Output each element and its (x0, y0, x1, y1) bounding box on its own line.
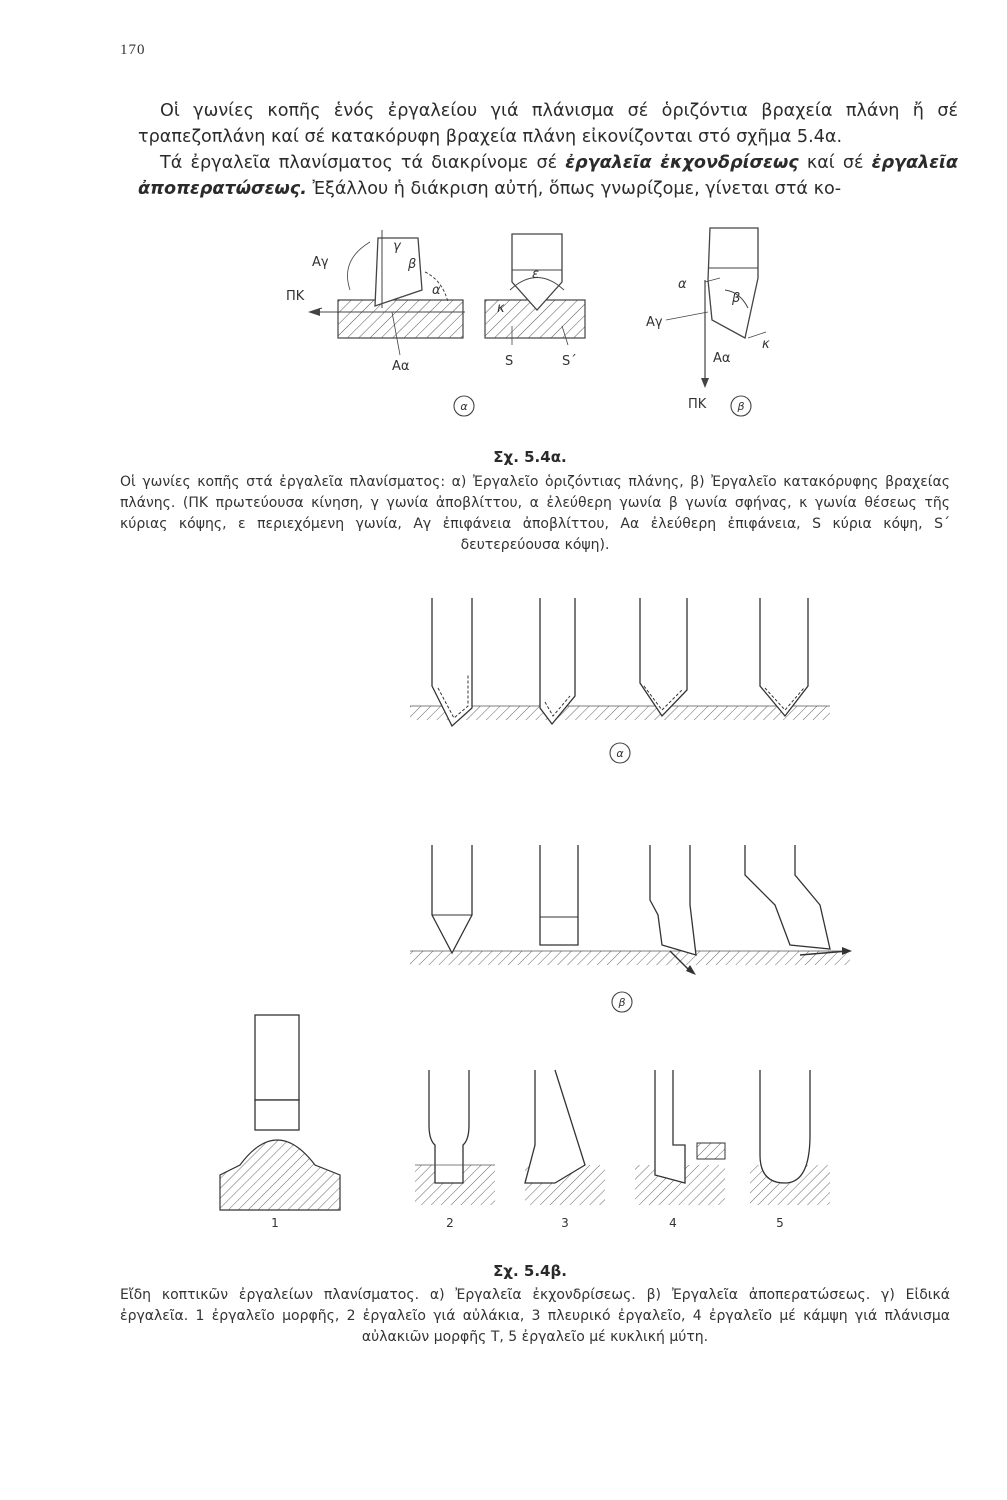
tool-number-5: 5 (776, 1216, 784, 1230)
group-b-label: β (618, 996, 626, 1009)
figure-5-4a-caption: Οἱ γωνίες κοπῆς στά ἐργαλεῖα πλανίσματος: α) Ἐργαλεῖο ὁριζόντιας πλάνης, β) Ἐργαλεῖο κατακόρυφης βραχείας πλάνης. (ΠΚ πρωτεύουσα κίνηση, γ γωνία ἀποβλίττου, α ἐλεύθερη γωνία β γωνία σφήνας, κ γωνία θέσεως τῆς κύριας κόψης, ε περιεχόμενη γωνία, Αγ ἐπιφάνεια ἀποβλίττου, Αα ἐλεύθερη ἐπιφάνεια, S κύρια κόψη, S΄ δευτερεύουσα κόψη). (120, 474, 950, 553)
finishing-tool-1 (432, 845, 472, 953)
paragraph-2-end: Ἐξάλλου ἡ διάκριση αὐτή, ὅπως γνωρίζομε, γίνεται στά κο- (306, 179, 842, 199)
label-kappa-right: κ (762, 337, 770, 352)
horizontal-planer-tool (286, 230, 465, 374)
group-a-label: α (616, 747, 624, 760)
label-epsilon: ε (532, 267, 540, 282)
label-beta-right: β (732, 291, 741, 306)
finishing-tool-3 (650, 845, 696, 955)
label-s-prime: S΄ (562, 354, 577, 369)
paragraph-2-mid: καί σέ (798, 153, 872, 173)
tool-number-2: 2 (446, 1216, 454, 1230)
label-beta-left: β (408, 257, 417, 272)
finishing-tool-4 (745, 845, 830, 949)
body-text (138, 98, 958, 202)
label-alpha-right: α (678, 277, 687, 292)
label-kappa: κ (497, 301, 505, 316)
roughing-tool-4 (760, 598, 808, 716)
term-finishing-tools: ἐργαλεῖα ἀποπερατώσεως. (138, 153, 958, 199)
label-s: S (505, 354, 514, 369)
workpiece-surface-a (410, 706, 830, 720)
bent-t-slot-tool (635, 1070, 725, 1205)
workpiece-left (338, 300, 463, 338)
sub-label-b: β (737, 400, 745, 413)
roughing-tool-3 (640, 598, 687, 716)
tool-body-right (708, 228, 758, 338)
page-number: 170 (120, 42, 146, 58)
paragraph-1: Οἱ γωνίες κοπῆς ἑνός ἐργαλείου γιά πλάνισμα σέ ὁριζόντια βραχεία πλάνη ἤ σέ τραπεζοπλάνη καί σέ κατακόρυφη βραχεία πλάνη εἰκονίζονται στό σχῆμα 5.4α. (138, 101, 958, 147)
figure-5-4a-title: Σχ. 5.4α. (493, 448, 567, 466)
label-ag-left: Αγ (312, 255, 329, 270)
figure-5-4b-finishing-tools (400, 845, 860, 1015)
motion-arrow-right (701, 378, 709, 388)
label-gamma: γ (393, 239, 401, 254)
tool-number-1: 1 (271, 1216, 279, 1230)
side-tool (525, 1070, 605, 1205)
label-ag-right: Αγ (646, 315, 663, 330)
label-aa-left: Αα (392, 359, 410, 374)
tool-top-view (485, 234, 585, 369)
label-pk-left: ΠΚ (286, 289, 305, 304)
roughing-tool-2 (540, 598, 575, 724)
form-tool (220, 1015, 340, 1210)
vertical-planer-tool (646, 228, 770, 412)
figure-5-4b-caption: Εἴδη κοπτικῶν ἐργαλείων πλανίσματος. α) Ἐργαλεῖα ἐκχονδρίσεως. β) Ἐργαλεῖα ἀποπερατώσεως. γ) Εἰδικά ἐργαλεῖα. 1 ἐργαλεῖο μορφῆς, 2 ἐργαλεῖο γιά αὐλάκια, 3 πλευρικό ἐργαλεῖο, 4 ἐργαλεῖο μέ κάμψη γιά πλάνισμα αὐλακιῶν μορφῆς Τ, 5 ἐργαλεῖο μέ κυκλική μύτη. (120, 1287, 950, 1345)
paragraph-2 (138, 150, 958, 202)
round-nose-tool (750, 1070, 830, 1205)
tool-number-3: 3 (561, 1216, 569, 1230)
term-roughing-tools: ἐργαλεῖα ἐκχονδρίσεως (565, 153, 799, 173)
sub-label-a: α (460, 400, 468, 413)
chip-arrow-3 (686, 965, 696, 975)
figure-5-4b-roughing-tools (400, 598, 840, 768)
tool-number-4: 4 (669, 1216, 677, 1230)
label-aa-right: Αα (713, 351, 731, 366)
label-pk-right: ΠΚ (688, 397, 707, 412)
workpiece-surface-b (410, 951, 850, 965)
figure-5-4b-title: Σχ. 5.4β. (493, 1262, 567, 1280)
label-alpha-left: α (432, 283, 441, 298)
groove-tool (415, 1070, 495, 1205)
figure-5-4b-special-tools (215, 1015, 835, 1240)
motion-arrow-left (308, 308, 320, 316)
finishing-tool-2 (540, 845, 578, 945)
paragraph-2-start: Τά ἐργαλεῖα πλανίσματος τά διακρίνομε σέ (160, 153, 566, 173)
figure-5-4a-diagram (250, 220, 810, 430)
